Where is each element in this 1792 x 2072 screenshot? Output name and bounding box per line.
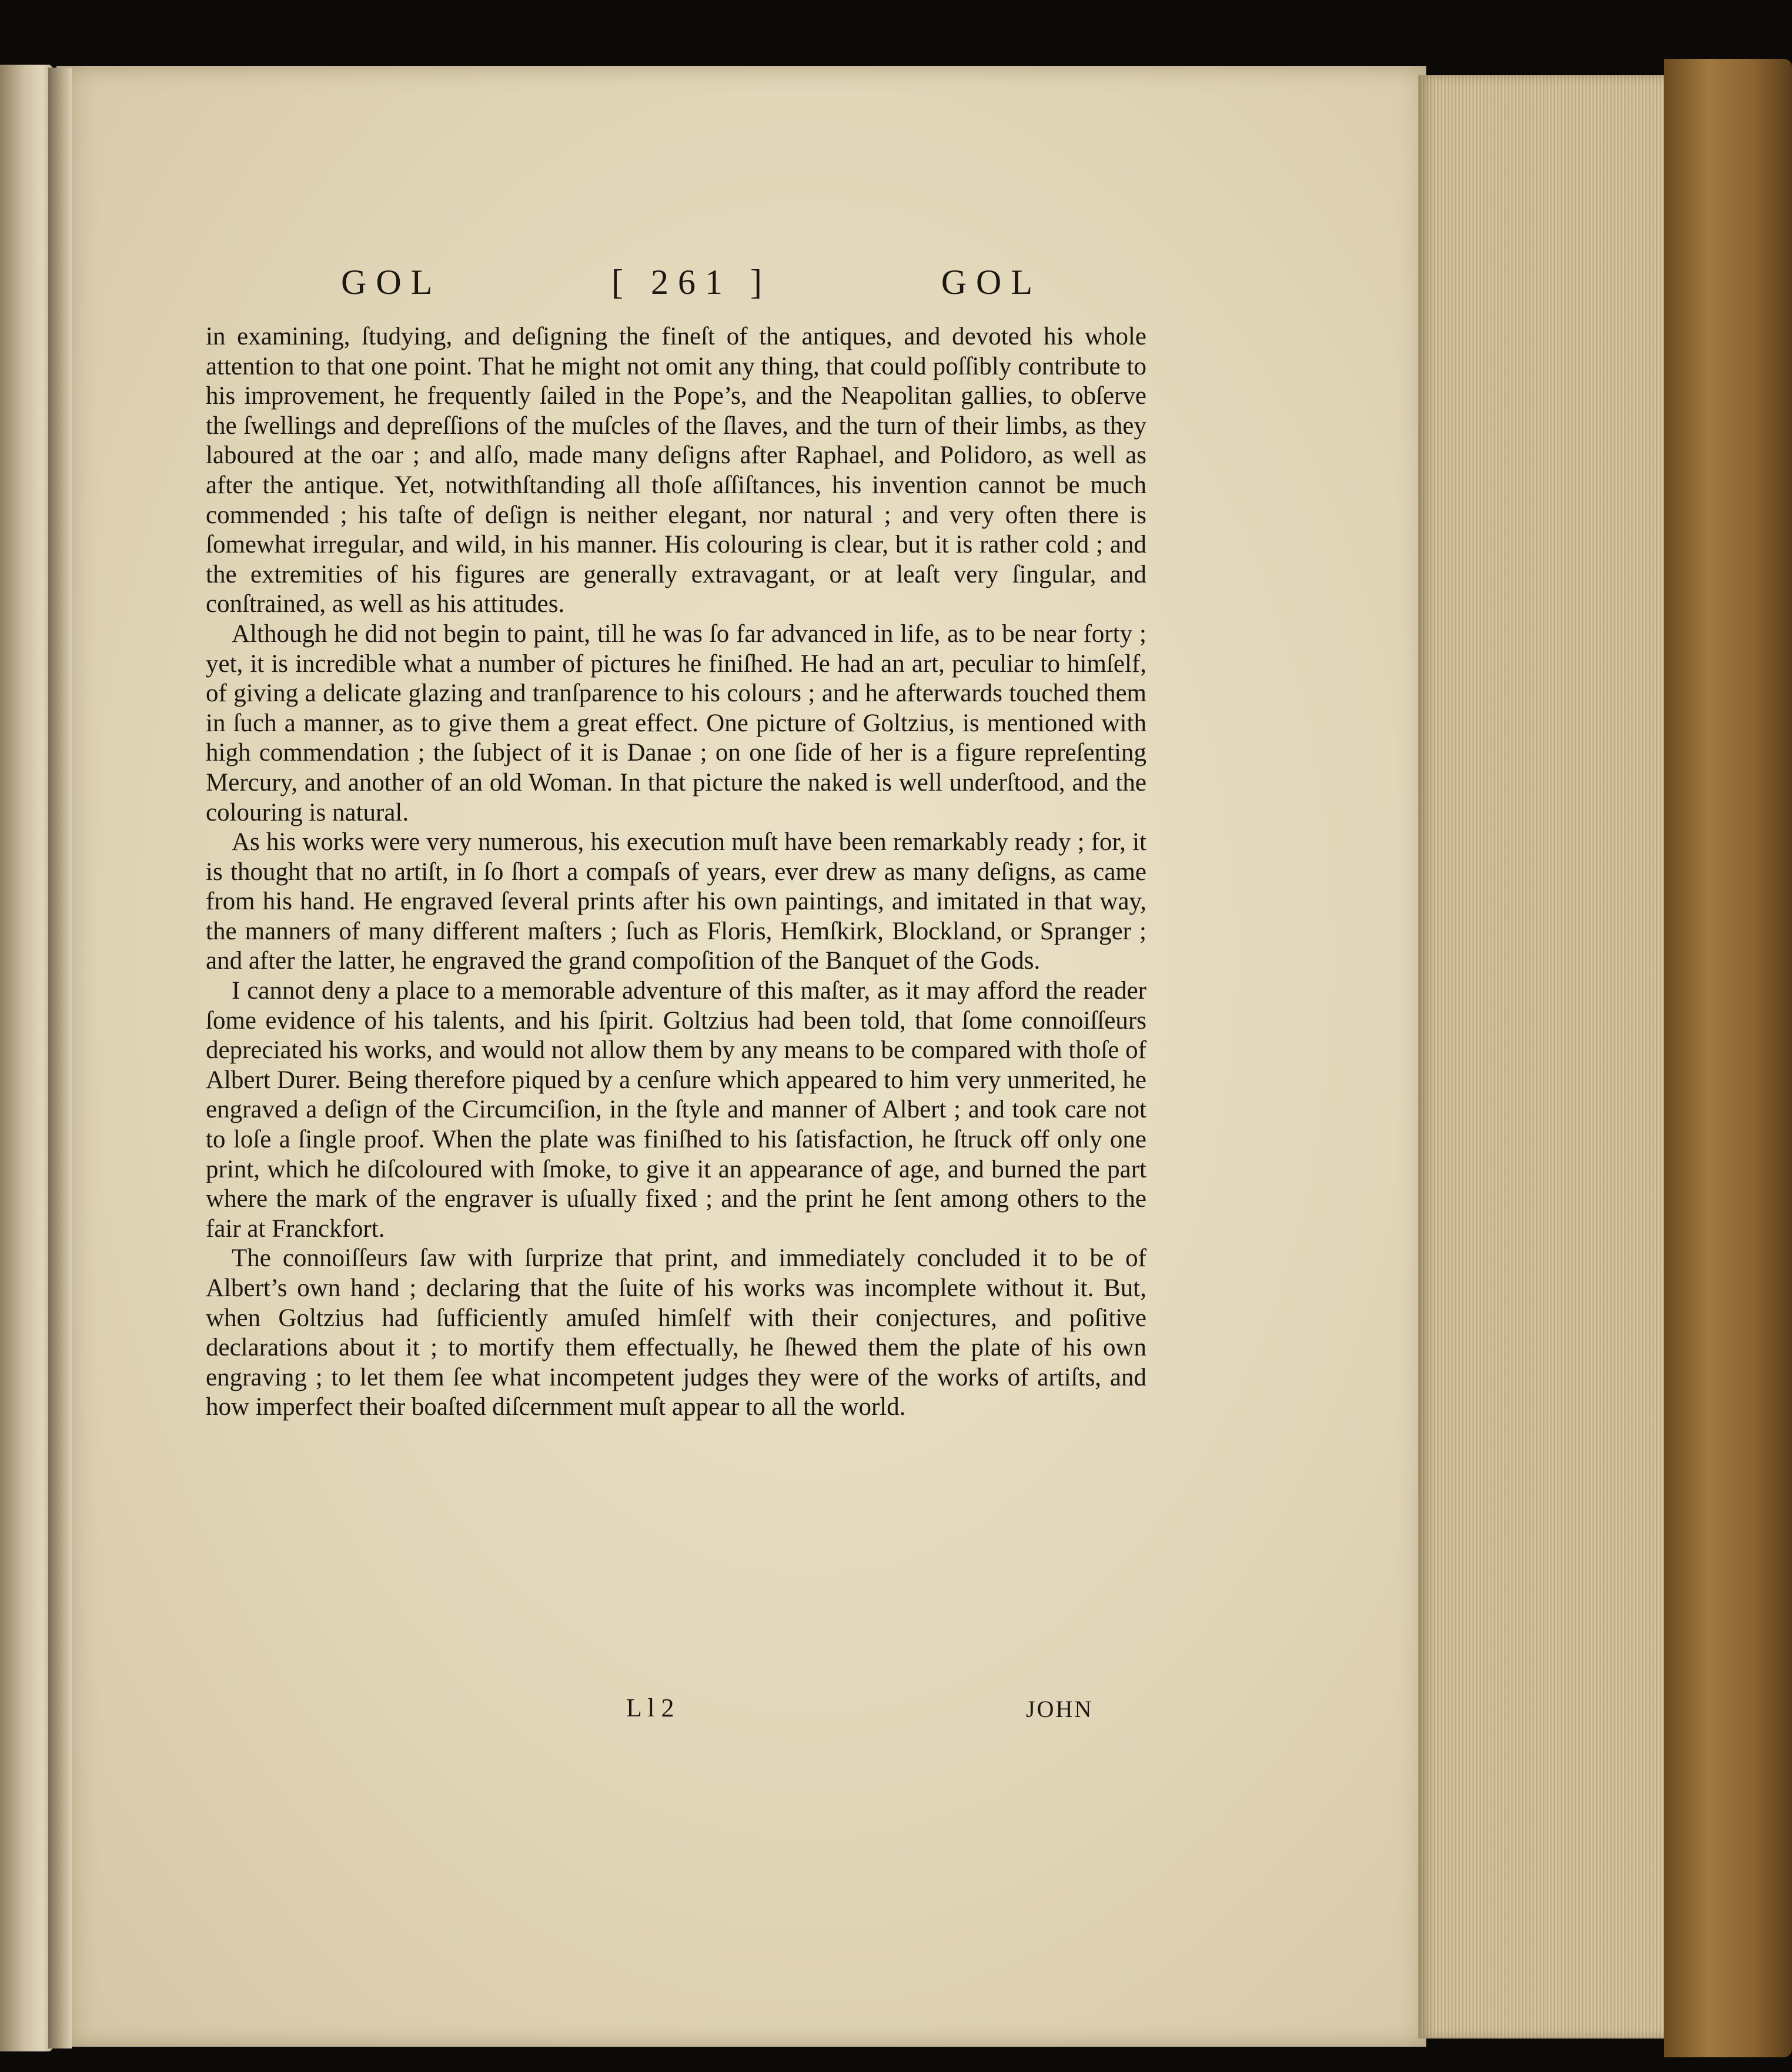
catchword: JOHN xyxy=(1026,1696,1094,1722)
paragraph-3: As his works were very numerous, his execution muſt have been remarkably ready ; for, it is thought that no artiſt, in ſo ſhort a compaſs of years, ever drew as many deſigns, as came from his hand. He engraved ſeveral prints after his own paintings, and imitated in that way, the manners of many different maſters ; ſuch as Floris, Hemſkirk, Blockland, or Spranger ; and after the latter, he engraved the grand compoſition of the Banquet of the Gods. xyxy=(206,828,1146,975)
page-number: [ 261 ] xyxy=(611,263,771,302)
book-cover-edge xyxy=(1664,59,1792,2057)
paragraph-1: in examining, ſtudying, and deſigning the fineſt of the antiques, and devoted his whole attention to that one point. That he might not omit any thing, that could poſſibly contribute to his improvement, he frequently ſailed in the Pope’s, and the Neapolitan gallies, to obſerve the ſwellings and depreſſions of the muſcles of the ſlaves, and the turn of their limbs, as they laboured at the oar ; and alſo, made many deſigns after Raphael, and Polidoro, as well as after the antique. Yet, notwithſtanding all thoſe aſſiſtances, his invention cannot be much commended ; his taſte of deſign is neither elegant, nor natural ; and very often there is ſomewhat irregular, and wild, in his manner. His colouring is clear, but it is rather cold ; and the extremities of his figures are generally extravagant, or at leaſt very ſingular, and conſtrained, as well as his attitudes. xyxy=(206,323,1146,618)
running-header xyxy=(341,259,1042,306)
page-text xyxy=(206,259,1146,1422)
paragraph-5: The connoiſſeurs ſaw with ſurprize that print, and immediately concluded it to be of Albert’s own hand ; declaring that the ſuite of his works was incomplete without it. But, when Goltzius had ſufficiently amuſed himſelf with their conjectures, and poſitive declarations about it ; to mortify them effectually, he ſhewed them the plate of his own engraving ; to let them ſee what incompetent judges they were of the works of artiſts, and how imperfect their boaſted diſcernment muſt appear to all the world. xyxy=(206,1244,1146,1421)
left-page-edge xyxy=(0,65,53,2051)
header-left: GOL xyxy=(341,263,442,302)
signature-mark: L l 2 xyxy=(626,1693,674,1722)
paragraph-4: I cannot deny a place to a memorable adventure of this maſter, as it may afford the reader ſome evidence of his talents, and his ſpirit. Goltzius had been told, that ſome connoiſſeurs depreciated his works, and would not allow them by any means to be compared with thoſe of Albert Durer. Being therefore piqued by a cenſure which appeared to him very unmerited, he engraved a deſign of the Circumciſion, in the ſtyle and manner of Albert ; and took care not to loſe a ſingle proof. When the plate was finiſhed to his ſatisfaction, he ſtruck off only one print, which he diſcoloured with ſmoke, to give it an appearance of age, and burned the part where the mark of the engraver is uſually fixed ; and the print he ſent among others to the fair at Franckfort. xyxy=(206,977,1146,1243)
book-gutter xyxy=(48,68,72,2048)
page-edges xyxy=(1418,75,1671,2038)
header-right: GOL xyxy=(941,263,1042,302)
paragraph-2: Although he did not begin to paint, till he was ſo far advanced in life, as to be near forty ; yet, it is incredible what a number of pictures he finiſhed. He had an art, peculiar to himſelf, of giving a delicate glazing and tranſparence to his colours ; and he afterwards touched them in ſuch a manner, as to give them a great effect. One picture of Goltzius, is mentioned with high commendation ; the ſubject of it is Danae ; on one ſide of her is a figure repreſenting Mercury, and another of an old Woman. In that picture the naked is well underſtood, and the colouring is natural. xyxy=(206,620,1146,826)
